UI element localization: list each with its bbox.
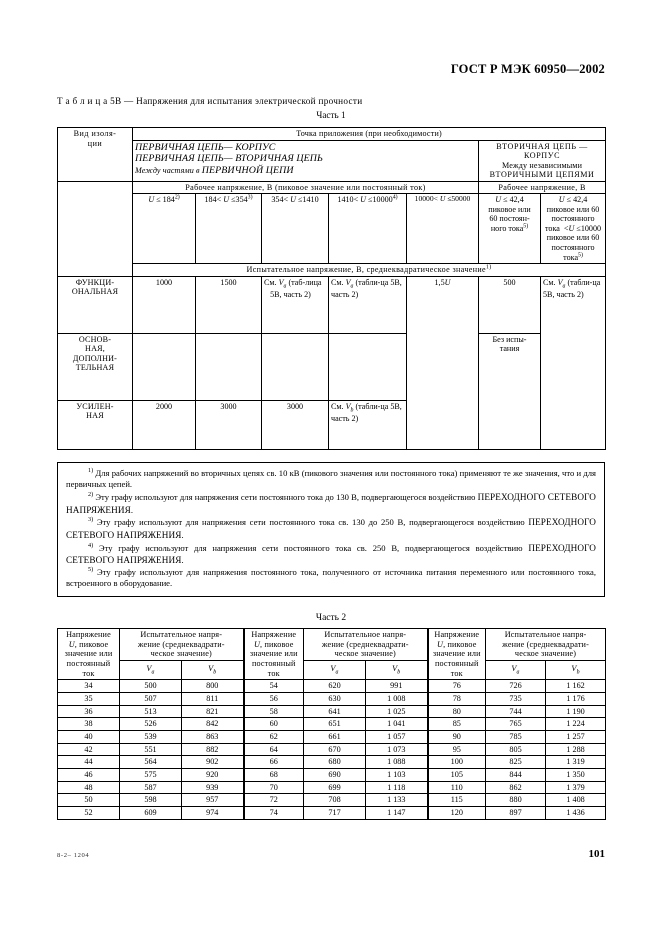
cell-vb-group2: 991 bbox=[366, 680, 428, 693]
cell-u-group1: 44 bbox=[58, 756, 120, 769]
cell-u-group3: 80 bbox=[428, 705, 486, 718]
cell-va-group2: 708 bbox=[304, 794, 366, 807]
cell-u-group3: 105 bbox=[428, 769, 486, 782]
cell-u-group1: 40 bbox=[58, 731, 120, 744]
cell-u-group2: 68 bbox=[244, 769, 304, 782]
cell-func-c6: 500 bbox=[479, 276, 541, 333]
cell-u-group3: 120 bbox=[428, 807, 486, 820]
cell-vb-group2: 1 073 bbox=[366, 743, 428, 756]
secondary-line-3: Между независимыми bbox=[502, 160, 583, 170]
cell-basic-c1 bbox=[133, 333, 196, 400]
footnote-3: $^{3)}$ Эту графу используют для напряжения сети постоянного тока св. 130 до 250 В, подвергающегося воздействию ПЕРЕХОДНОГО СЕТЕВОГО НАПРЯЖЕНИЯ. bbox=[66, 516, 596, 540]
cell-u-group1: 34 bbox=[58, 680, 120, 693]
cell-primary-circuit bbox=[133, 140, 479, 181]
cell-va-group2: 680 bbox=[304, 756, 366, 769]
cell-vb-group2: 1 008 bbox=[366, 693, 428, 706]
cell-u-group2: 72 bbox=[244, 794, 304, 807]
cell-vb-group1: 939 bbox=[182, 781, 244, 794]
cell-reinf-c2: 3000 bbox=[196, 400, 262, 449]
primary-line-1: ПЕРВИЧНАЯ ЦЕПЬ— КОРПУС bbox=[135, 141, 276, 153]
cell-va-group1: 526 bbox=[120, 718, 182, 731]
cell-vb-group1: 821 bbox=[182, 705, 244, 718]
cell-h-va-1: $V_a$ bbox=[120, 661, 182, 680]
cell-va-group1: 587 bbox=[120, 781, 182, 794]
table-row-voltage-ranges bbox=[58, 194, 606, 264]
secondary-line-1: ВТОРИЧНАЯ ЦЕПЬ — bbox=[496, 141, 588, 151]
cell-vb-group3: 1 176 bbox=[546, 693, 606, 706]
cell-working-voltage-secondary: Рабочее напряжение, В bbox=[479, 181, 606, 194]
cell-u-group3: 90 bbox=[428, 731, 486, 744]
table-row-point-application bbox=[58, 128, 606, 141]
cell-vb-group1: 842 bbox=[182, 718, 244, 731]
cell-func-c3: См. $V_a$ (таб-лица 5В, часть 2) bbox=[262, 276, 329, 333]
cell-u-group1: 52 bbox=[58, 807, 120, 820]
cell-va-group2: 641 bbox=[304, 705, 366, 718]
cell-vb-group2: 1 025 bbox=[366, 705, 428, 718]
cell-vb-group1: 957 bbox=[182, 794, 244, 807]
cell-vb-group1: 882 bbox=[182, 743, 244, 756]
cell-h-test-voltage-3: Испытательное напря- жение (среднеквадрати- ческое значение) bbox=[486, 629, 606, 661]
cell-va-group2: 670 bbox=[304, 743, 366, 756]
footnote-5: $^{5)}$ Эту графу используют для напряжения постоянного тока, полученного от источника питания переменного или постоянного тока, встроенного в оборудование. bbox=[66, 565, 596, 589]
cell-vb-group1: 811 bbox=[182, 693, 244, 706]
cell-u-group3: 76 bbox=[428, 680, 486, 693]
cell-u-group1: 46 bbox=[58, 769, 120, 782]
cell-secondary-circuit bbox=[479, 140, 606, 181]
cell-u-group3: 78 bbox=[428, 693, 486, 706]
cell-va-group1: 575 bbox=[120, 769, 182, 782]
cell-basic-c4 bbox=[329, 333, 407, 400]
table-row bbox=[58, 731, 606, 744]
cell-vb-group3: 1 288 bbox=[546, 743, 606, 756]
cell-vb-group3: 1 162 bbox=[546, 680, 606, 693]
cell-vb-group2: 1 118 bbox=[366, 781, 428, 794]
cell-va-group3: 735 bbox=[486, 693, 546, 706]
table-row bbox=[58, 769, 606, 782]
footnote-1: $^{1)}$ Для рабочих напряжений во вторичных цепях св. 10 кВ (пикового значения или постоянного тока) применяют те же значения, что и для первичных цепей. bbox=[66, 467, 596, 490]
cell-vb-group3: 1 408 bbox=[546, 794, 606, 807]
table-row-basic-supplementary bbox=[58, 333, 606, 400]
cell-u-group2: 56 bbox=[244, 693, 304, 706]
cell-test-voltage-header: Испытательное напряжение, В, среднеквадратическое значение$^{1)}$ bbox=[133, 264, 606, 277]
cell-class-functional: ФУНКЦИ- ОНАЛЬНАЯ bbox=[58, 276, 133, 333]
cell-va-group3: 726 bbox=[486, 680, 546, 693]
table-row-test-voltage-header bbox=[58, 264, 606, 277]
cell-basic-c3 bbox=[262, 333, 329, 400]
cell-va-group1: 564 bbox=[120, 756, 182, 769]
cell-va-group1: 539 bbox=[120, 731, 182, 744]
cell-vb-group3: 1 190 bbox=[546, 705, 606, 718]
cell-vb-group2: 1 057 bbox=[366, 731, 428, 744]
cell-range-1: $U \le 184^{2)}$ bbox=[133, 194, 196, 264]
cell-h-va-3: $V_a$ bbox=[486, 661, 546, 680]
cell-va-group3: 825 bbox=[486, 756, 546, 769]
table-row-part2-header-top bbox=[58, 629, 606, 661]
cell-range-2: $184< U \le 354^{3)}$ bbox=[196, 194, 262, 264]
cell-va-group3: 880 bbox=[486, 794, 546, 807]
cell-va-group2: 620 bbox=[304, 680, 366, 693]
cell-vb-group1: 974 bbox=[182, 807, 244, 820]
cell-func-c2: 1500 bbox=[196, 276, 262, 333]
cell-h-voltage-2: Напряжение U, пиковое значение или постоянный ток bbox=[244, 629, 304, 680]
cell-vb-group1: 902 bbox=[182, 756, 244, 769]
cell-vb-group1: 920 bbox=[182, 769, 244, 782]
table-row-part2-header-bottom bbox=[58, 661, 606, 680]
cell-u-group1: 35 bbox=[58, 693, 120, 706]
table-row-working-voltage bbox=[58, 181, 606, 194]
cell-va-group3: 785 bbox=[486, 731, 546, 744]
table-caption: Т а б л и ц а 5В — Напряжения для испытания электрической прочности bbox=[57, 96, 363, 106]
primary-line-2: ПЕРВИЧНАЯ ЦЕПЬ— ВТОРИЧНАЯ ЦЕПЬ bbox=[135, 153, 323, 165]
cell-1-5u: 1,5U bbox=[407, 276, 479, 449]
cell-h-vb-2: $V_b$ bbox=[366, 661, 428, 680]
cell-class-reinforced: УСИЛЕН- НАЯ bbox=[58, 400, 133, 449]
cell-va-group2: 651 bbox=[304, 718, 366, 731]
cell-sec-range-1: U ≤ 42,4 пиковое или 60 постоян- ного тока$^{5)}$ bbox=[479, 194, 541, 264]
cell-sec-range-2: U ≤ 42,4 пиковое или 60 постоянного тока <U ≤10000 пиковое или 60 постоянного тока$^{5)}$ bbox=[541, 194, 606, 264]
table-row bbox=[58, 693, 606, 706]
page-number: 101 bbox=[588, 848, 605, 860]
table-part1 bbox=[57, 127, 606, 450]
table-row bbox=[58, 794, 606, 807]
cell-u-group1: 48 bbox=[58, 781, 120, 794]
cell-func-c1: 1000 bbox=[133, 276, 196, 333]
footnote-4: $^{4)}$ Эту графу используют для напряжения сети постоянного тока св. 250 В, подвергающегося воздействию ПЕРЕХОДНОГО СЕТЕВОГО НАПРЯЖЕНИЯ. bbox=[66, 541, 596, 565]
table-row bbox=[58, 680, 606, 693]
cell-reinf-c1: 2000 bbox=[133, 400, 196, 449]
cell-vb-group3: 1 436 bbox=[546, 807, 606, 820]
cell-va-group2: 699 bbox=[304, 781, 366, 794]
cell-h-voltage-3: Напряжение U, пиковое значение или постоянный ток bbox=[428, 629, 486, 680]
table-part2-body bbox=[58, 680, 606, 819]
secondary-line-2: КОРПУС bbox=[523, 151, 561, 161]
cell-no-test: Без испы- тания bbox=[479, 333, 541, 449]
cell-vb-group1: 863 bbox=[182, 731, 244, 744]
table-row bbox=[58, 718, 606, 731]
secondary-line-4: ВТОРИЧНЫМИ ЦЕПЯМИ bbox=[489, 170, 595, 180]
cell-va-group2: 661 bbox=[304, 731, 366, 744]
cell-h-voltage-1: Напряжение U, пиковое значение или постоянный ток bbox=[58, 629, 120, 680]
test-voltage-header-text: Испытательное напряжение, В, среднеквадратическое значение bbox=[246, 265, 486, 275]
cell-va-group3: 844 bbox=[486, 769, 546, 782]
cell-h-test-voltage-1: Испытательное напря- жение (среднеквадрати- ческое значение) bbox=[120, 629, 244, 661]
cell-vb-group2: 1 133 bbox=[366, 794, 428, 807]
cell-va-group1: 609 bbox=[120, 807, 182, 820]
cell-u-group2: 74 bbox=[244, 807, 304, 820]
cell-point-of-application: Точка приложения (при необходимости) bbox=[133, 128, 606, 141]
cell-func-c7: См. $V_a$ (табли-ца 5В, часть 2) bbox=[541, 276, 606, 449]
cell-u-group2: 66 bbox=[244, 756, 304, 769]
cell-va-group3: 744 bbox=[486, 705, 546, 718]
cell-u-group2: 58 bbox=[244, 705, 304, 718]
part2-label: Часть 2 bbox=[315, 613, 347, 623]
cell-va-group1: 513 bbox=[120, 705, 182, 718]
cell-va-group3: 765 bbox=[486, 718, 546, 731]
cell-func-c4: См. $V_a$ (табли-ца 5В, часть 2) bbox=[329, 276, 407, 333]
table-row-circuits bbox=[58, 140, 606, 181]
cell-va-group2: 717 bbox=[304, 807, 366, 820]
cell-va-group1: 507 bbox=[120, 693, 182, 706]
cell-va-group3: 897 bbox=[486, 807, 546, 820]
cell-h-vb-3: $V_b$ bbox=[546, 661, 606, 680]
cell-vb-group3: 1 257 bbox=[546, 731, 606, 744]
primary-line-3: Между частями в ПЕРВИЧНОЙ ЦЕПИ bbox=[135, 164, 294, 176]
footnotes-box bbox=[57, 462, 605, 597]
cell-spacer-insulation bbox=[58, 181, 133, 276]
cell-va-group1: 598 bbox=[120, 794, 182, 807]
cell-h-vb-1: $V_b$ bbox=[182, 661, 244, 680]
cell-u-group2: 62 bbox=[244, 731, 304, 744]
table-row bbox=[58, 756, 606, 769]
cell-h-va-2: $V_a$ bbox=[304, 661, 366, 680]
cell-u-group3: 95 bbox=[428, 743, 486, 756]
table-row bbox=[58, 781, 606, 794]
cell-u-group2: 60 bbox=[244, 718, 304, 731]
cell-u-group2: 54 bbox=[244, 680, 304, 693]
cell-class-basic: ОСНОВ- НАЯ, ДОПОЛНИ- ТЕЛЬНАЯ bbox=[58, 333, 133, 400]
cell-u-group1: 50 bbox=[58, 794, 120, 807]
cell-working-voltage-primary: Рабочее напряжение, В (пиковое значение или постоянный ток) bbox=[133, 181, 479, 194]
table-row bbox=[58, 807, 606, 820]
cell-h-test-voltage-2: Испытательное напря- жение (среднеквадрати- ческое значение) bbox=[304, 629, 428, 661]
table-row-functional bbox=[58, 276, 606, 333]
cell-u-group3: 100 bbox=[428, 756, 486, 769]
cell-va-group2: 690 bbox=[304, 769, 366, 782]
cell-vb-group2: 1 147 bbox=[366, 807, 428, 820]
cell-va-group3: 805 bbox=[486, 743, 546, 756]
standard-number-header: ГОСТ Р МЭК 60950—2002 bbox=[450, 62, 605, 76]
cell-u-group3: 110 bbox=[428, 781, 486, 794]
cell-vb-group3: 1 350 bbox=[546, 769, 606, 782]
cell-u-group1: 38 bbox=[58, 718, 120, 731]
cell-vb-group1: 800 bbox=[182, 680, 244, 693]
cell-range-3: 354< U ≤1410 bbox=[262, 194, 329, 264]
cell-va-group3: 862 bbox=[486, 781, 546, 794]
footnote-2: $^{2)}$ Эту графу используют для напряжения сети постоянного тока до 130 В, подвергающегося воздействию ПЕРЕХОДНОГО СЕТЕВОГО НАПРЯЖЕНИЯ. bbox=[66, 491, 596, 515]
cell-va-group1: 500 bbox=[120, 680, 182, 693]
cell-vb-group3: 1 224 bbox=[546, 718, 606, 731]
cell-u-group2: 70 bbox=[244, 781, 304, 794]
insulation-type-label: Вид изоля- ции bbox=[73, 129, 117, 148]
cell-vb-group2: 1 103 bbox=[366, 769, 428, 782]
cell-u-group3: 115 bbox=[428, 794, 486, 807]
cell-range-5: 10000< U ≤50000 bbox=[407, 194, 479, 264]
table-part2 bbox=[57, 628, 606, 820]
cell-u-group3: 85 bbox=[428, 718, 486, 731]
part1-label: Часть 1 bbox=[316, 110, 346, 120]
table-row bbox=[58, 743, 606, 756]
cell-reinf-c3: 3000 bbox=[262, 400, 329, 449]
cell-u-group1: 36 bbox=[58, 705, 120, 718]
cell-range-4: $1410< U \le 10000^{4)}$ bbox=[329, 194, 407, 264]
cell-basic-c2 bbox=[196, 333, 262, 400]
table-row bbox=[58, 705, 606, 718]
cell-vb-group2: 1 041 bbox=[366, 718, 428, 731]
cell-u-group2: 64 bbox=[244, 743, 304, 756]
cell-vb-group3: 1 379 bbox=[546, 781, 606, 794]
cell-vb-group3: 1 319 bbox=[546, 756, 606, 769]
cell-u-group1: 42 bbox=[58, 743, 120, 756]
cell-insulation-type bbox=[58, 128, 133, 182]
cell-va-group1: 551 bbox=[120, 743, 182, 756]
cell-vb-group2: 1 088 bbox=[366, 756, 428, 769]
cell-reinf-c4: См. $V_b$ (табли-ца 5В, часть 2) bbox=[329, 400, 407, 449]
cell-va-group2: 630 bbox=[304, 693, 366, 706]
footer-signature: 8-2– 1204 bbox=[57, 852, 90, 859]
